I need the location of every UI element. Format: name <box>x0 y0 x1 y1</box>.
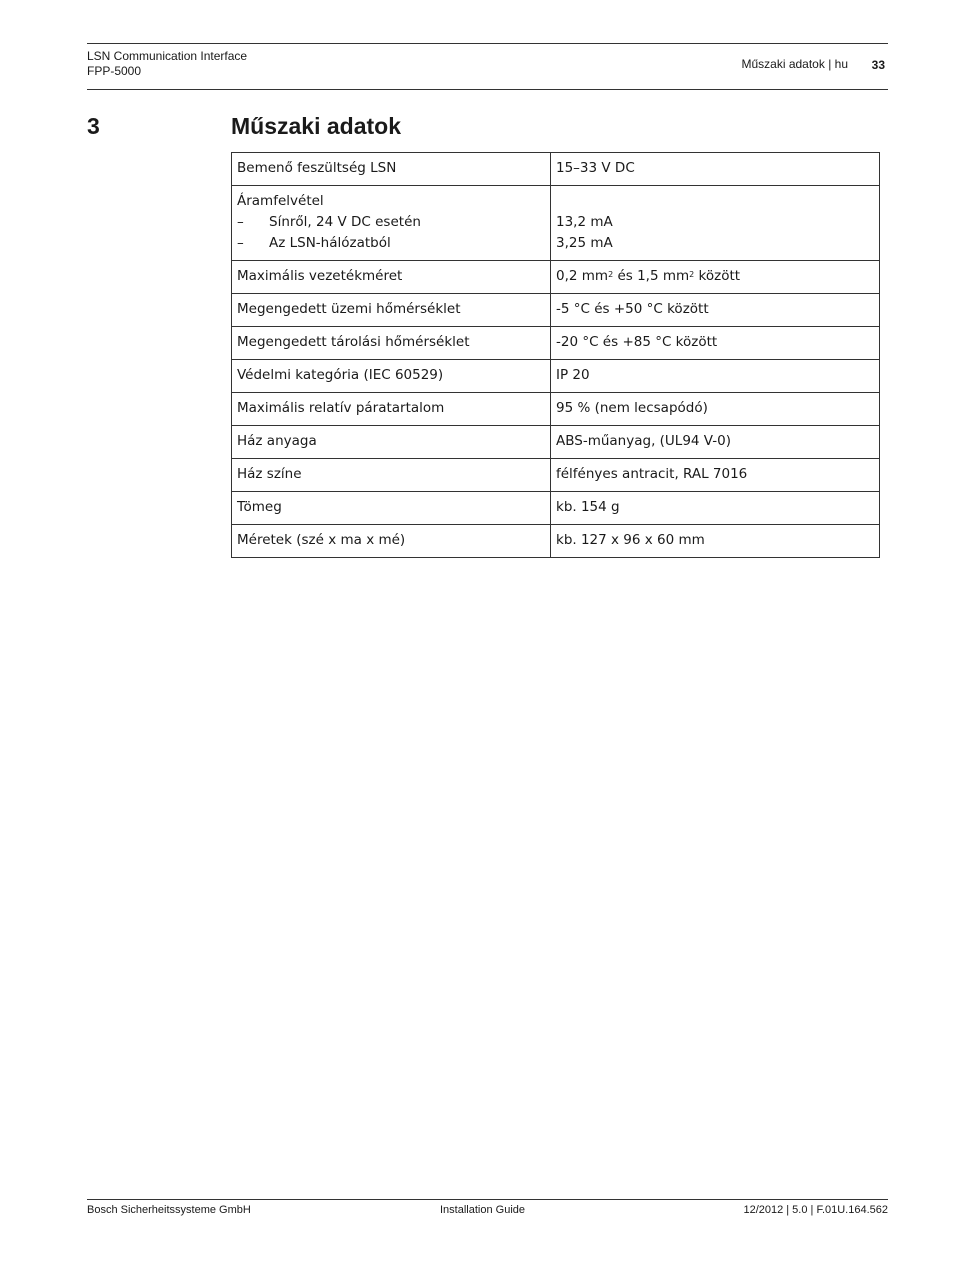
spec-value: félfényes antracit, RAL 7016 <box>551 459 880 492</box>
spec-value: -20 °C és +85 °C között <box>551 327 880 360</box>
spec-label: Ház anyaga <box>232 426 551 459</box>
spec-value-part: között <box>694 268 741 284</box>
spec-label-group <box>232 186 551 261</box>
spec-label: Tömeg <box>232 492 551 525</box>
chapter-title: Műszaki adatok <box>231 113 401 139</box>
spec-value <box>551 261 880 294</box>
spec-value: 15–33 V DC <box>551 153 880 186</box>
spec-value: 13,2 mA <box>556 214 613 230</box>
spec-label: Megengedett tárolási hőmérséklet <box>232 327 551 360</box>
spec-label: Megengedett üzemi hőmérséklet <box>232 294 551 327</box>
table-row <box>232 426 880 459</box>
spec-value: ABS-műanyag, (UL94 V-0) <box>551 426 880 459</box>
spec-label: Méretek (szé x ma x mé) <box>232 525 551 558</box>
header-bottom-rule <box>87 89 888 90</box>
spec-label: Maximális relatív páratartalom <box>232 393 551 426</box>
table-row <box>232 492 880 525</box>
footer-reference: 12/2012 | 5.0 | F.01U.164.562 <box>743 1204 888 1216</box>
chapter-number: 3 <box>87 113 100 139</box>
page-number: 33 <box>871 58 885 72</box>
header-product-name: LSN Communication Interface <box>87 49 248 63</box>
spec-label: Védelmi kategória (IEC 60529) <box>232 360 551 393</box>
table-row <box>232 459 880 492</box>
spec-value: 3,25 mA <box>556 235 613 251</box>
specs-table <box>231 152 880 558</box>
spec-label: Ház színe <box>232 459 551 492</box>
spec-value-group <box>551 186 880 261</box>
spec-value: kb. 127 x 96 x 60 mm <box>551 525 880 558</box>
table-row <box>232 327 880 360</box>
superscript: 2 <box>608 270 614 279</box>
table-row <box>232 294 880 327</box>
table-row <box>232 261 880 294</box>
table-row <box>232 393 880 426</box>
spec-value-part: 0,2 mm <box>556 268 609 284</box>
footer-company: Bosch Sicherheitssysteme GmbH <box>87 1204 251 1216</box>
spec-label: Bemenő feszültség LSN <box>232 153 551 186</box>
spec-sublabel <box>237 212 545 233</box>
spec-value: IP 20 <box>551 360 880 393</box>
header-model: FPP-5000 <box>87 64 142 78</box>
footer-document: Installation Guide <box>440 1204 525 1216</box>
spec-sublabel <box>237 233 545 254</box>
table-row <box>232 360 880 393</box>
table-row <box>232 153 880 186</box>
spec-value-part: és 1,5 mm <box>613 268 690 284</box>
header-rule <box>87 43 888 44</box>
table-row <box>232 186 880 261</box>
superscript: 2 <box>689 270 695 279</box>
spec-value: kb. 154 g <box>551 492 880 525</box>
spec-label: Áramfelvétel <box>237 193 324 209</box>
spec-value: 95 % (nem lecsapódó) <box>551 393 880 426</box>
header-section: Műszaki adatok | hu <box>741 57 848 71</box>
spec-sublabel-text: Sínről, 24 V DC esetén <box>269 214 421 230</box>
spec-value: -5 °C és +50 °C között <box>551 294 880 327</box>
spec-label: Maximális vezetékméret <box>232 261 551 294</box>
table-row <box>232 525 880 558</box>
list-dash: – <box>237 235 244 251</box>
spec-sublabel-text: Az LSN-hálózatból <box>269 235 391 251</box>
header-product <box>87 49 247 79</box>
footer-rule <box>87 1199 888 1200</box>
list-dash: – <box>237 214 244 230</box>
